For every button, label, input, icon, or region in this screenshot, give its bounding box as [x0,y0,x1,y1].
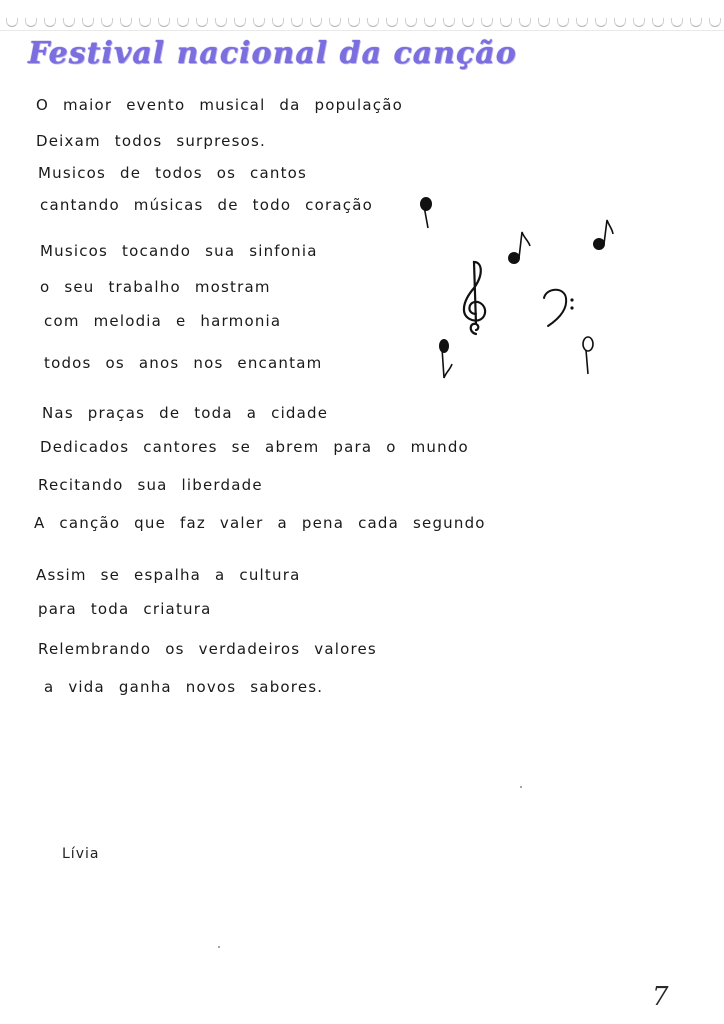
poem-line: a vida ganha novos sabores. [44,678,324,696]
spiral-hole [633,18,645,27]
spiral-hole [158,18,170,27]
spiral-hole [139,18,151,27]
spiral-hole [576,18,588,27]
spiral-hole [310,18,322,27]
spiral-hole [196,18,208,27]
spiral-binding [0,8,724,31]
poem-title: Festival nacional da canção [28,36,517,71]
spiral-hole [63,18,75,27]
poem-line: todos os anos nos encantam [44,354,323,372]
poem-line: Dedicados cantores se abrem para o mundo [40,438,469,456]
spiral-hole [443,18,455,27]
spiral-hole [44,18,56,27]
half-note-icon [578,334,598,378]
spiral-hole [272,18,284,27]
spiral-hole [462,18,474,27]
spiral-hole [367,18,379,27]
poem-line: cantando músicas de todo coração [40,196,373,214]
eighth-note-icon [506,226,534,270]
spiral-hole [348,18,360,27]
spiral-hole [595,18,607,27]
spiral-hole [690,18,702,27]
spiral-hole [500,18,512,27]
spiral-hole [709,18,721,27]
spiral-hole [481,18,493,27]
poem-line: Nas praças de toda a cidade [42,404,329,422]
poem-line: Relembrando os verdadeiros valores [38,640,377,658]
spiral-hole [253,18,265,27]
spiral-hole [6,18,18,27]
spiral-hole [215,18,227,27]
spiral-hole [386,18,398,27]
paper-speck [520,786,522,788]
page-number: 7 [652,982,669,1012]
poem-line: para toda criatura [38,600,212,618]
spiral-hole [652,18,664,27]
poem-line: Musicos de todos os cantos [38,164,308,182]
paper-speck [218,946,220,948]
poem-line: Deixam todos surpresos. [36,132,266,150]
spiral-hole [120,18,132,27]
spiral-hole [234,18,246,27]
spiral-hole [291,18,303,27]
spiral-hole [82,18,94,27]
bass-clef-icon [540,286,580,330]
spiral-hole [424,18,436,27]
poem-line: o seu trabalho mostram [40,278,271,296]
poem-line: Assim se espalha a cultura [36,566,301,584]
spiral-hole [557,18,569,27]
author-signature: Lívia [62,846,100,862]
poem-line: Recitando sua liberdade [38,476,263,494]
spiral-hole [101,18,113,27]
spiral-hole [538,18,550,27]
treble-clef-icon [452,258,496,338]
spiral-hole [519,18,531,27]
poem-line: A canção que faz valer a pena cada segundo [34,514,486,532]
spiral-hole [329,18,341,27]
quarter-note-icon [416,192,436,232]
poem-line: com melodia e harmonia [44,312,282,330]
spiral-hole [671,18,683,27]
poem-line: O maior evento musical da população [36,96,403,114]
spiral-hole [405,18,417,27]
spiral-hole [614,18,626,27]
quarter-note-icon [436,336,458,382]
eighth-note-icon [590,216,618,256]
poem-line: Musicos tocando sua sinfonia [40,242,318,260]
spiral-hole [25,18,37,27]
spiral-hole [177,18,189,27]
